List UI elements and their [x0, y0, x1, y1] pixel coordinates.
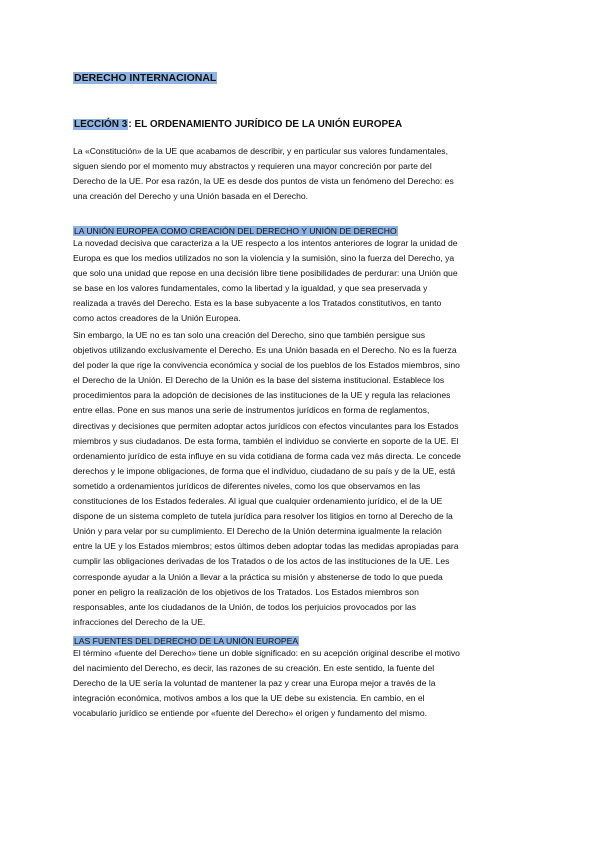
- text-line: constituciones de los Estados federales. Al igual que cualquier ordenamiento jurídico, el de la UE: [73, 496, 443, 507]
- section-heading-highlight: LA UNIÓN EUROPEA COMO CREACIÓN DEL DERECHO Y UNIÓN DE DERECHO: [74, 226, 397, 236]
- text-line: objetivos utilizando exclusivamente el Derecho. Es una Unión basada en el Derecho. No es la fuerza: [73, 345, 457, 356]
- text-line: se base en los valores fundamentales, como la libertad y la igualdad, y que sea preservada y: [73, 283, 428, 294]
- text-line: dispone de un sistema completo de tutela jurídica para resolver los litigios en torno al Derecho de la: [73, 511, 453, 522]
- text-line: del nacimiento del Derecho, es decir, las razones de su creación. En este sentido, la fuente del: [73, 663, 435, 674]
- section2-paragraph-1: [73, 646, 529, 721]
- text-line: vocabulario jurídico se entiende por «fuente del Derecho» el origen y fundamento del mismo.: [73, 708, 427, 719]
- text-line: directivas y decisiones que permiten adoptar actos jurídicos con efectos vinculantes para los Estados: [73, 420, 459, 431]
- text-line: La novedad decisiva que caracteriza a la UE respecto a los intentos anteriores de lograr la unidad de: [73, 238, 458, 248]
- section-heading-highlight: LAS FUENTES DEL DERECHO DE LA UNIÓN EUROPEA: [74, 636, 299, 646]
- course-title: [73, 72, 217, 85]
- section1-paragraph-1: [73, 236, 529, 327]
- text-line: realizada a través del Derecho. Esta es la base subyacente a los Tratados constitutivos, en tanto: [73, 298, 442, 309]
- text-line: una creación del Derecho y una Unión basada en el Derecho.: [73, 191, 309, 202]
- text-line: La «Constitución» de la UE que acabamos de describir, y en particular sus valores fundamentales,: [73, 146, 448, 156]
- text-line: corresponde ayudar a la Unión a llevar a la práctica su misión y abstenerse de todo lo que pueda: [73, 571, 443, 582]
- text-line: el Derecho de la Unión. El Derecho de la Unión es la base del sistema institucional. Establece los: [73, 375, 445, 386]
- text-line: sometido a ordenamientos jurídicos de diferentes niveles, como los que observamos en las: [73, 480, 421, 491]
- text-line: entre ellas. Pone en sus manos una serie de instrumentos jurídicos en forma de reglamentos,: [73, 405, 430, 416]
- text-line: siguen siendo por el momento muy abstractos y requieren una mayor concreción por parte del: [73, 161, 432, 172]
- text-line: poner en peligro la realización de los objetivos de los Tratados. Los Estados miembros son: [73, 586, 419, 597]
- text-line: procedimientos para la adopción de decisiones de las instituciones de la UE y regula las relaciones: [73, 390, 451, 401]
- text-line: entre la UE y los Estados miembros; estos últimos deben adoptar todas las medidas apropiadas para: [73, 541, 459, 552]
- text-line: que solo una unidad que repose en una decisión libre tiene posibilidades de perdurar: una Unión que: [73, 268, 458, 279]
- text-line: Europa es que los medios utilizados no son la violencia y la sumisión, sino la fuerza del Derecho, ya: [73, 253, 455, 264]
- lesson-title: [73, 118, 402, 131]
- section1-paragraph-2: [73, 328, 529, 630]
- text-line: responsables, ante los ciudadanos de la Unión, de todos los perjuicios provocados por las: [73, 601, 417, 612]
- text-line: como actos creadores de la Unión Europea.: [73, 313, 241, 324]
- text-line: El término «fuente del Derecho» tiene un doble significado: en su acepción original describe el motivo: [73, 648, 460, 658]
- text-line: del poder la que rige la convivencia económica y social de los pueblos de los Estados miembros, sino: [73, 360, 460, 371]
- text-line: Unión y para velar por su cumplimiento. El Derecho de la Unión determina igualmente la relación: [73, 526, 442, 537]
- text-line: Derecho de la UE. Por esa razón, la UE es desde dos puntos de vista un fenómeno del Derecho: es: [73, 176, 454, 187]
- lesson-title-text: : EL ORDENAMIENTO JURÍDICO DE LA UNIÓN EUROPEA: [128, 119, 403, 130]
- text-line: ordenamiento jurídico de esta influye en su vida cotidiana de forma cada vez más directa. Le concede: [73, 450, 461, 461]
- intro-paragraph: [73, 144, 529, 204]
- text-line: miembros y sus ciudadanos. De esta forma, también el individuo se convierte en soporte de la UE. El: [73, 435, 459, 446]
- text-line: derechos y le impone obligaciones, de forma que el individuo, ciudadano de su país y de la UE, está: [73, 465, 456, 476]
- text-line: Sin embargo, la UE no es tan solo una creación del Derecho, sino que también persigue sus: [73, 330, 426, 340]
- course-title-highlight: DERECHO INTERNACIONAL: [74, 72, 217, 84]
- lesson-label: LECCIÓN 3: [74, 119, 128, 130]
- text-line: cumplir las obligaciones derivadas de los Tratados o de los actos de las instituciones de la UE. Les: [73, 556, 450, 567]
- text-line: infracciones del Derecho de la UE.: [73, 616, 206, 627]
- text-line: Derecho de la UE sería la voluntad de mantener la paz y crear una Europa mejor a través de la: [73, 678, 436, 689]
- text-line: integración económica, motivos ambos a los que la UE debe su existencia. En cambio, en el: [73, 693, 425, 704]
